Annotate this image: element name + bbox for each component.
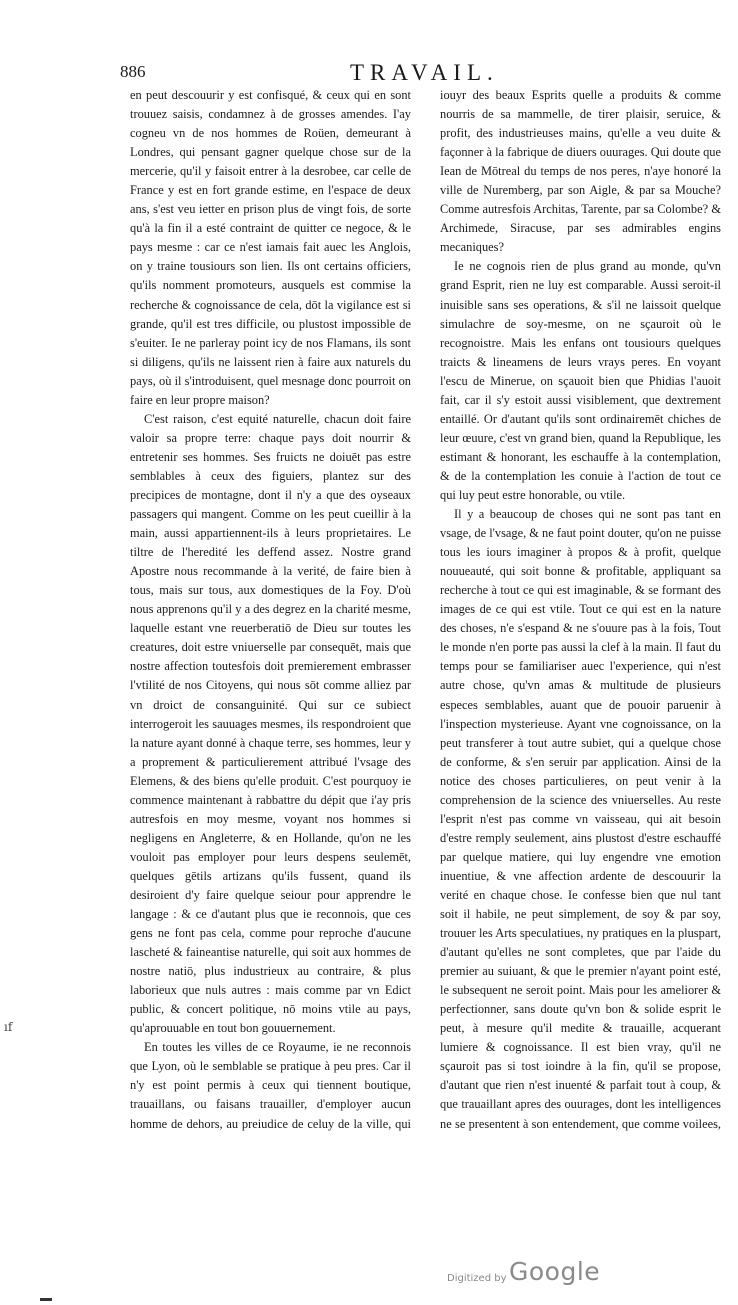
paragraph: C'est raison, c'est equité naturelle, chacun doit faire valoir sa propre terre: chaque pays doit nourrir & entretenir ses hommes. Ses fruicts ne doiuēt pas estre semblables à ceux des figuiers, plantez sur des precipices de montagne, dont il n'y a que des oyseaux passagers qui mangent. Comme on les peut cueillir à la main, aussi appartiennent-ils à leurs proprietaires. Le tiltre de l'heredité les deffend assez. Nostre grand Apostre nous recommande à la verité, de faire bien à tous, mais sur tous, aux domestiques de la Foy. D'où nous apprenons qu'il y a des degrez en la charité mesme, laquelle estant vne reuerberatiō de Dieu sur toutes les creatures, doit estre vniuerselle par consequēt, mais que nostre affection toutesfois doit premierement embrasser l'vtilité de nos Citoyens, qui nous sōt comme alliez par vn droict de consanguinité. Qui sur ce subiect interrogeroit les sauuages mesmes, ils respondroient que la nature ayant donné à chaque terre, ses hommes, leur y a proprement & particulierement attribué l'vsage des Elemens, & des biens qu'elle produit. C'est pourquoy ie commence maintenant à rabbattre du dépit que i'ay pris autresfois en moy mesme, voyant nos hommes si negligens en Angleterre, & en Hollande, qu'on ne les vouloit pas employer pour leurs despens seulemēt, quelques gētils artizans qu'ils fussent, quand ils desiroient d'y faire quelque seiour pour apprendre le langage : & ce d'autant plus que ie reconnois, que ces gens ne font pas cela, comme pour reproche d'aucune lascheté & faineantise naturelle, qui soit aux hommes de nostre natiō, plus industrieux au contraire, & plus laborieux que nuls autres : mais comme par vn Edict public, & concert politique, nō moins vtile au pays, qu'aprouuable en tout bon gouuernement. <box>130 411 411 1036</box>
left-column <box>130 86 411 1136</box>
page-header <box>120 60 700 86</box>
digitized-by-google-watermark <box>447 1257 647 1292</box>
page-number: 886 <box>120 62 146 81</box>
google-logo: Google <box>509 1257 601 1286</box>
paragraph: Ie ne cognois rien de plus grand au monde, qu'vn grand Esprit, rien ne luy est comparable. Aussi seroit-il inuisible sans ses operations, & s'il ne laissoit quelque simulachre de soy-mesme, on ne sçauroit où le recognoistre. Mais les enfans ont tousiours quelques traicts & lineamens de leurs vrays peres. En voyant l'escu de Minerue, on sçauoit bien que Phidias l'auoit fait, car il s'y estoit aussi visiblement, que dextrement entaillé. Or d'autant qu'ils sont ordinairemēt chiches de leur œuure, c'est vn grand bien, quand la Republique, les estimant & honorant, les eschauffe à la contemplation, & de la contemplation les conuie à l'action de tout ce qui luy peut estre honorable, ou vtile. <box>440 259 721 502</box>
margin-mark: ıf <box>4 1020 13 1034</box>
paragraph: Il y a beaucoup de choses qui ne sont pas tant en vsage, de l'vsage, & ne faut point douter, qu'on ne puisse tous les iours imaginer à propos & à profit, quelque nouueauté, qui soit bonne & profitable, appliquant sa recherche à tout ce qui est imaginable, & se formant des images de ce qui est vtile. Tout ce qui est en la nature des choses, n'e s'espand & ne s'ouure pas à la fois, Tout le monde n'en porte pas aussi la clef à la main. Il faut du temps pour se familiariser auec l'experience, qui n'est autre chose, qu'vn amas & multitude de plusieurs especes semblables, auant que de pouoir paruenir à l'inspection mysterieuse. Ayant vne cognoissance, on la peut transferer à tout autre subiet, qui a quelque chose de conforme, & s'en seruir par application. Ainsi de la notice des choses particulieres, on peut venir à la comprehension de la science des vniuerselles. Au reste l'esprit n'est pas comme vn vaisseau, qui ait besoin d'estre remply seulement, ains plustost d'estre eschauffé par quelque matiere, qui luy engendre vne emotion inuentiue, & vne affection ardente de descouurir la verité en chaque chose. Ie confesse bien que nul tant soit il habile, ne peut simplement, de soy & par soy, trouuer les Arts speculatiues, ny pratiques en la pluspart, d'autant qu'elles ne sont completes, que par l'aide du premier au suiuant, & que le premier n'ayant point esté, le subsequent ne seroit point. Mais pour les ameliorer & perfectionner, sans doute qu'vn bon & solide esprit le peut, à mesure qu'il medite & trauaille, acquerant lumiere & cognoissance. Il est bien vray, qu'il ne sçauroit pas si tost ioindre à la fin, qu'il se propose, d'autant que rien n'est inuenté & parfait tout à coup, & que trauaillant apres des ouurages, dont les intelligences ne se presentent à son entendement, que comme voilees, <box>440 507 721 1131</box>
watermark-prefix: Digitized by <box>447 1273 507 1284</box>
right-column <box>440 86 721 1136</box>
running-title: TRAVAIL. <box>350 60 499 85</box>
paragraph: en peut descouurir y est confisqué, & ceux qui en sont trouuez saisis, condamnez à de grosses amendes. I'ay cogneu vn de nos hommes de Roüen, demeurant à Londres, qui pensant gagner quelque chose sur de la mercerie, qu'il y faisoit entrer à la desrobee, car celle de France y est en fort grande estime, en l'espace de deux ans, s'est veu ietter en prison plus de vingt fois, de sorte qu'à la fin il a esté contraint de quitter ce negoce, & le pays mesme : car ce n'est iamais fait auec les Anglois, on y traine tousiours son lien. Ils ont certains officiers, qu'ils nomment promoteurs, ausquels est commise la recherche & cognoissance de cela, dōt la vigilance est si grande, qu'il est tres difficile, ou plustost impossible de s'euiter. Ie ne parleray point icy de nos Flamans, ils sont si diligens, qu'ils ne laissent rien à faire aux naturels du pays, où il s'introduisent, quel mesnage donc pourroit on faire en leur propre maison? <box>130 88 411 407</box>
scan-corner-mark <box>40 1298 52 1301</box>
paragraph: En toutes les villes de ce Royaume, ie ne reconnois que Lyon, où le semblable se pratique à peu pres. Car il n'y est point permis à ceux qui tiennent boutique, trauaillans, ou faisans trauailler, d'employer aucun homme de dehors, au preiudice de celuy de la ville, qui <box>130 1040 411 1131</box>
paragraph: iouyr des beaux Esprits quelle a produits & comme nourris de sa mammelle, de tirer plaisir, seruice, & profit, des industrieuses mains, qu'elle a veu duite & façonner à la fabrique de diuers ouurages. Qui doute que Iean de Mōtreal du temps de nos peres, n'aye honoré la ville de Nuremberg, par son Aigle, & par sa Mouche? Comme autresfois Architas, Tarente, par sa Colombe? & Archimede, Siracuse, par ses admirables engins mecaniques? <box>440 88 721 255</box>
